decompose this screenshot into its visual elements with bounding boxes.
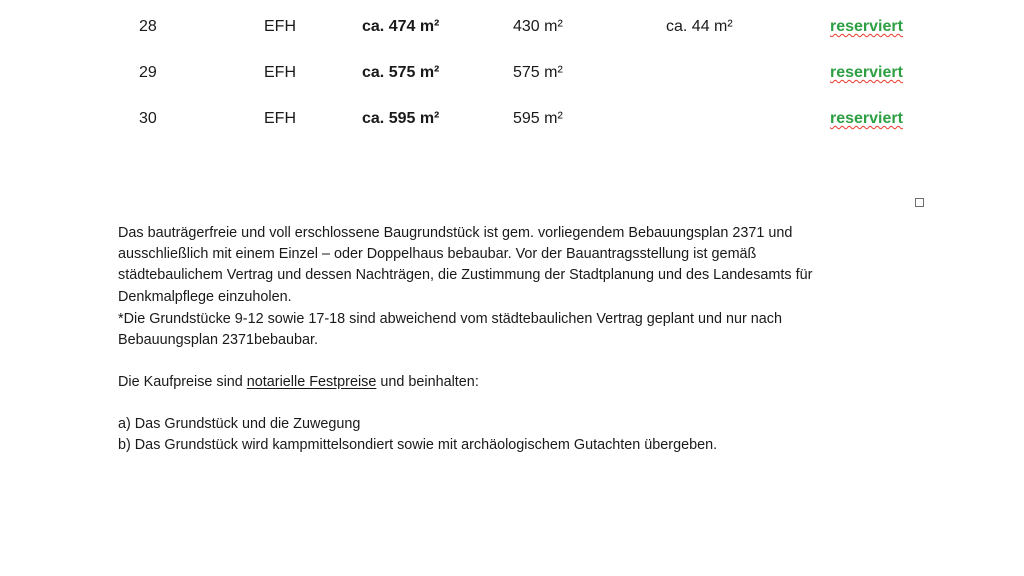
paragraph-line: Das bauträgerfreie und voll erschlossene Baugrundstück ist gem. vorliegendem Bebauungsplan 2371 und [118,225,793,241]
paragraph-marker-checkbox[interactable] [915,198,924,207]
paragraph-line: Bebauungsplan 2371bebaubar. [118,332,319,348]
paragraph-line: Denkmalpflege einzuholen. [118,289,292,305]
plot-area-approx: ca. 474 m² [362,18,440,35]
table-row [0,62,1024,84]
house-type: EFH [264,18,296,35]
prices-sentence [118,372,479,393]
plot-area: 575 m² [513,64,563,81]
plot-number: 30 [139,110,157,127]
plot-area: 430 m² [513,18,563,35]
list-item: a) Das Grundstück und die Zuwegung [118,416,361,432]
list-item: b) Das Grundstück wird kampmittelsondiert sowie mit archäologischem Gutachten übergeben. [118,437,718,453]
table-row [0,108,1024,130]
table-row [0,16,1024,38]
plot-number: 29 [139,64,157,81]
plot-area-approx: ca. 575 m² [362,64,440,81]
plot-area-approx: ca. 595 m² [362,110,440,127]
paragraph-line: ausschließlich mit einem Einzel – oder Doppelhaus bebaubar. Vor der Bauantragsstellung ist gemäß [118,246,757,262]
prices-underlined-term: notarielle Festpreise [246,374,377,390]
prices-suffix: und beinhalten: [376,374,479,390]
house-type: EFH [264,110,296,127]
prices-prefix: Die Kaufpreise sind [118,374,247,390]
paragraph-line: *Die Grundstücke 9-12 sowie 17-18 sind abweichend vom städtebaulichen Vertrag geplant und nur nach [118,311,782,327]
status-reserved[interactable]: reserviert [830,18,903,35]
plot-area: 595 m² [513,110,563,127]
house-type: EFH [264,64,296,81]
status-reserved[interactable]: reserviert [830,64,903,81]
status-reserved[interactable]: reserviert [830,110,903,127]
paragraph-line: städtebaulichem Vertrag und dessen Nachträgen, die Zustimmung der Stadtplanung und des Landesamts für [118,267,813,283]
extra-area: ca. 44 m² [666,18,733,35]
plot-number: 28 [139,18,157,35]
